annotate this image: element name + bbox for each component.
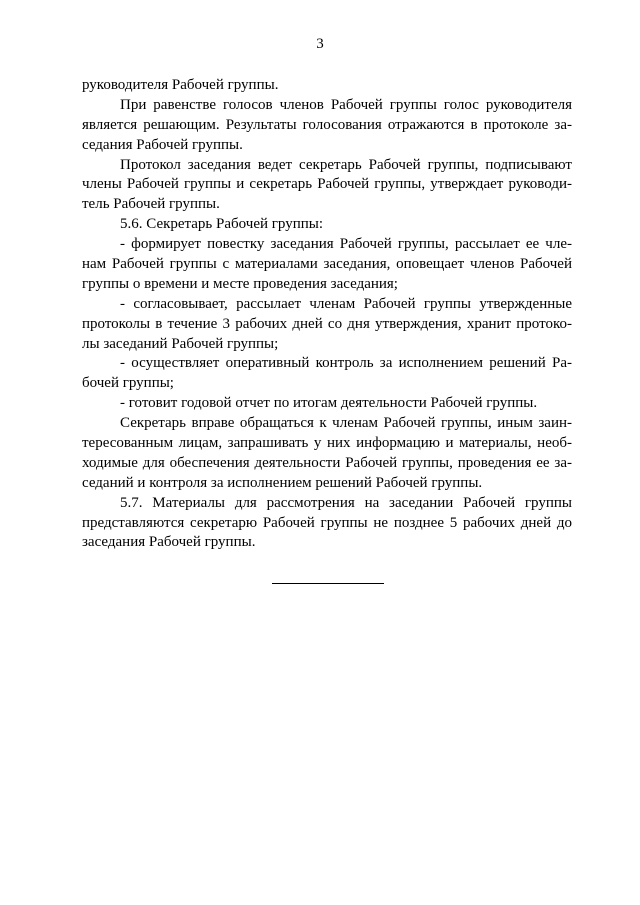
text-line: представляются секретарю Рабочей группы не позднее 5 рабочих дней до [82, 514, 572, 531]
text-line: седаний и контроля за исполнением решений Рабочей группы. [82, 474, 483, 491]
text-line: руководителя Рабочей группы. [82, 77, 279, 93]
text-line: бочей группы; [82, 375, 174, 392]
text-line: 5.6. Секретарь Рабочей группы: [120, 216, 324, 233]
text-line: - согласовывает, рассылает членам Рабочей группы утвержденные [120, 295, 572, 312]
text-line: - осуществляет оперативный контроль за исполнением решений Ра- [120, 355, 572, 372]
text-line: лы заседаний Рабочей группы; [82, 335, 279, 352]
text-line: тель Рабочей группы. [82, 196, 220, 213]
text-line: ходимые для обеспечения деятельности Рабочей группы, проведения ее за- [82, 454, 572, 471]
text-line: нам Рабочей группы с материалами заседания, оповещает членов Рабочей [82, 256, 572, 273]
text-line: заседания Рабочей группы. [82, 534, 256, 551]
text-line: тересованным лицам, запрашивать у них информацию и материалы, необ- [82, 435, 572, 452]
text-line: является решающим. Результаты голосования отражаются в протоколе за- [82, 116, 572, 133]
text-line: Протокол заседания ведет секретарь Рабочей группы, подписывают [120, 156, 572, 173]
text-line: седания Рабочей группы. [82, 136, 243, 153]
text-line: - готовит годовой отчет по итогам деятельности Рабочей группы. [120, 395, 538, 412]
page-number: 3 [316, 36, 324, 52]
text-line: протоколы в течение 3 рабочих дней со дня утверждения, хранит протоко- [82, 315, 572, 332]
document-body [82, 76, 572, 553]
text-line: группы о времени и месте проведения заседания; [82, 275, 398, 292]
text-line: - формирует повестку заседания Рабочей группы, рассылает ее чле- [120, 236, 572, 253]
text-line: члены Рабочей группы и секретарь Рабочей группы, утверждает руководи- [82, 176, 572, 193]
text-line: При равенстве голосов членов Рабочей группы голос руководителя [120, 96, 572, 113]
end-of-text-rule [272, 583, 384, 584]
text-line: 5.7. Материалы для рассмотрения на заседании Рабочей группы [120, 494, 572, 511]
text-line: Секретарь вправе обращаться к членам Рабочей группы, иным заин- [120, 415, 572, 432]
